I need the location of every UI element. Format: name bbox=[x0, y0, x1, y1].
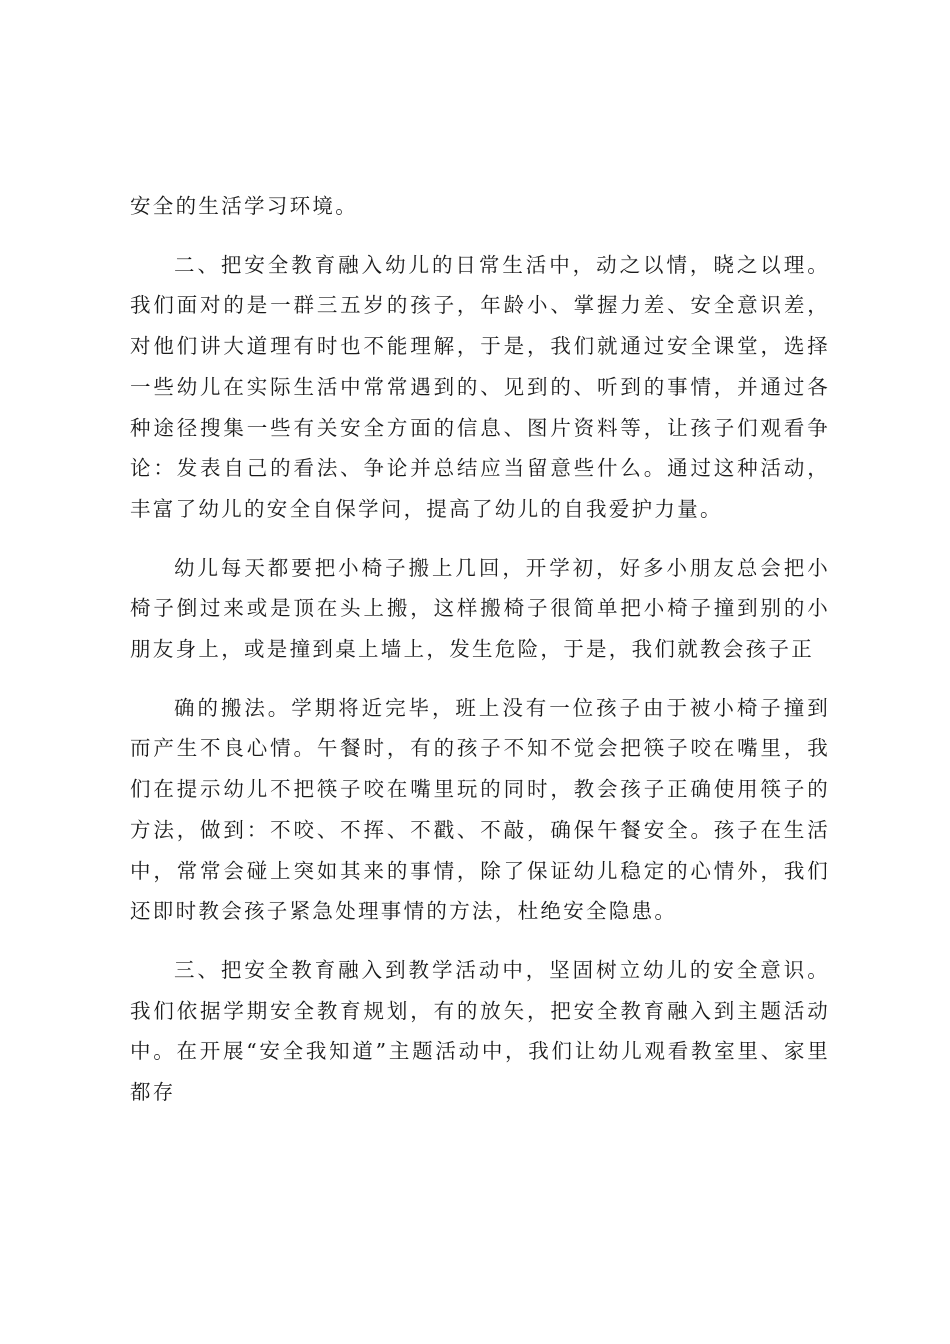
document-body bbox=[130, 186, 830, 1131]
paragraph-1: 安全的生活学习环境。 bbox=[130, 194, 358, 218]
paragraph-4: 确的搬法。学期将近完毕，班上没有一位孩子由于被小椅子撞到而产生不良心情。午餐时，有的孩子不知不觉会把筷子咬在嘴里，我们在提示幼儿不把筷子咬在嘴里玩的同时，教会孩子正确使用筷子的方法，做到：不咬、不挥、不戳、不敲，确保午餐安全。孩子在生活中，常常会碰上突如其来的事情，除了保证幼儿稳定的心情外，我们还即时教会孩子紧急处理事情的方法，杜绝安全隐患。 bbox=[130, 695, 830, 924]
paragraph-2: 二、把安全教育融入幼儿的日常生活中，动之以情，晓之以理。我们面对的是一群三五岁的孩子，年龄小、掌握力差、安全意识差，对他们讲大道理有时也不能理解，于是，我们就通过安全课堂，选择一些幼儿在实际生活中常常遇到的、见到的、听到的事情，并通过各种途径搜集一些有关安全方面的信息、图片资料等，让孩子们观看争论：发表自己的看法、争论并总结应当留意些什么。通过这种活动，丰富了幼儿的安全自保学问，提高了幼儿的自我爱护力量。 bbox=[130, 252, 830, 521]
paragraph-5: 三、把安全教育融入到教学活动中，坚固树立幼儿的安全意识。我们依据学期安全教育规划，有的放矢，把安全教育融入到主题活动中。在开展“安全我知道”主题活动中，我们让幼儿观看教室里、家里都存 bbox=[130, 957, 830, 1105]
paragraph-3: 幼儿每天都要把小椅子搬上几回，开学初，好多小朋友总会把小椅子倒过来或是顶在头上搬，这样搬椅子很简单把小椅子撞到别的小朋友身上，或是撞到桌上墙上，发生危险，于是，我们就教会孩子正 bbox=[130, 555, 830, 662]
